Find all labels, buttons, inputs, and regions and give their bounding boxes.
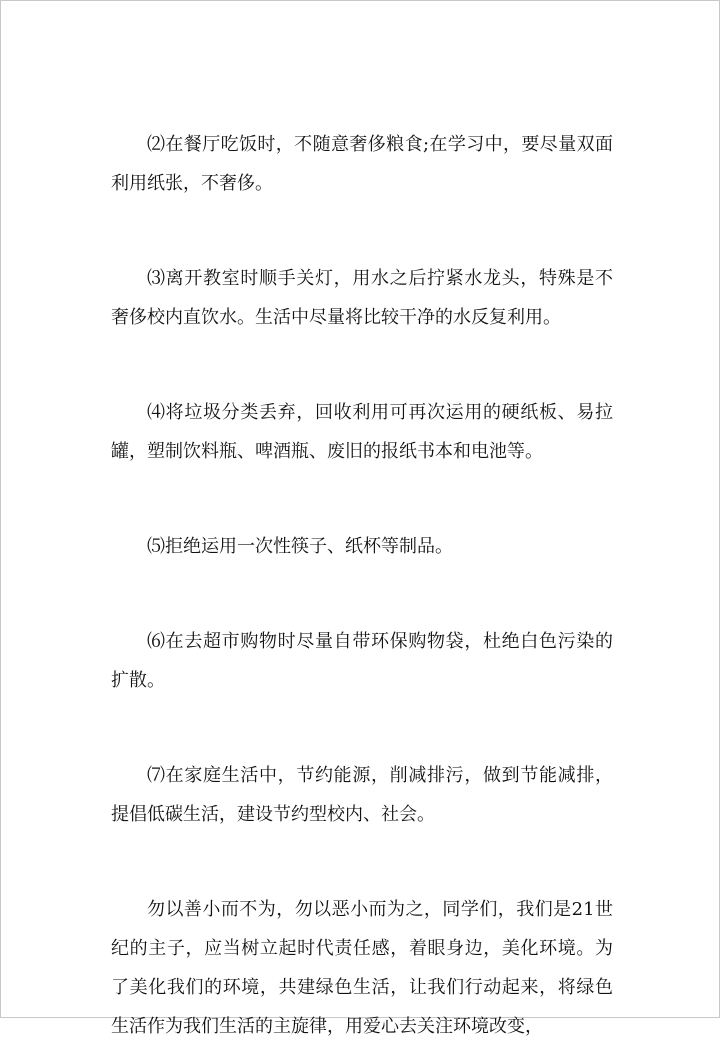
- paragraph-item-5: ⑸拒绝运用一次性筷子、纸杯等制品。: [147, 536, 453, 557]
- paragraph-item-4: ⑷将垃圾分类丢弃，回收利用可再次运用的硬纸板、易拉罐，塑制饮料瓶、啤酒瓶、废旧的报纸书本和电池等。: [111, 402, 613, 462]
- paragraph-item-7: ⑺在家庭生活中，节约能源，削减排污，做到节能减排，提倡低碳生活，建设节约型校内、社会。: [111, 765, 613, 825]
- paragraph-item-6: ⑹在去超市购物时尽量自带环保购物袋，杜绝白色污染的扩散。: [111, 631, 613, 691]
- paragraph-item-3: ⑶离开教室时顺手关灯，用水之后拧紧水龙头，特殊是不奢侈校内直饮水。生活中尽量将比较干净的水反复利用。: [111, 268, 613, 328]
- closing-paragraph: 勿以善小而不为，勿以恶小而为之，同学们，我们是21世纪的主子，应当树立起时代责任感，着眼身边，美化环境。为了美化我们的环境，共建绿色生活，让我们行动起来，将绿色生活作为我们生活的主旋律，用爱心去关注环境改变，: [111, 899, 613, 1037]
- paragraph-item-2: ⑵在餐厅吃饭时，不随意奢侈粮食;在学习中，要尽量双面利用纸张，不奢侈。: [111, 134, 613, 194]
- document-body: [111, 125, 613, 1046]
